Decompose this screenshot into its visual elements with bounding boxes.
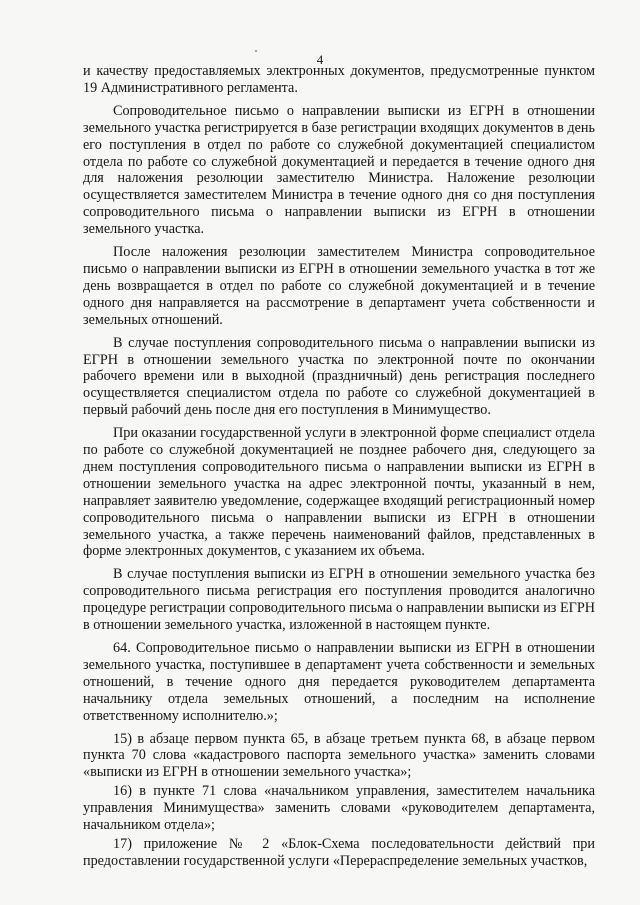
paragraph: В случае поступления выписки из ЕГРН в отношении земельного участка без сопроводительного письма регистрация его поступления проводится аналогично процедуре регистрации сопроводительного письма о направлении выписки из ЕГРН в отношении земельного участка, изложенной в настоящем пункте. (83, 566, 595, 634)
paragraph-item-64: 64. Сопроводительное письмо о направлении выписки из ЕГРН в отношении земельного участка, поступившее в департамент учета собственности и земельных отношений, в течение одного дня передается руководителем департамента начальнику отдела земельных отношений, а последним на исполнение ответственному исполнителю.»; (83, 640, 595, 724)
document-body (83, 63, 595, 872)
paragraph: В случае поступления сопроводительного письма о направлении выписки из ЕГРН в отношении земельного участка по электронной почте по окончании рабочего времени или в выходной (праздничный) день регистрация последнего осуществляется специалистом отдела по работе со служебной документацией в первый рабочий день после дня его поступления в Минимущество. (83, 334, 595, 419)
paragraph-item-17: 17) приложение № 2 «Блок-Схема последовательности действий при предоставлении государственной услуги «Перераспределение земельных участков, (83, 835, 595, 869)
paragraph-item-15: 15) в абзаце первом пункта 65, в абзаце третьем пункта 68, в абзаце первом пункта 70 слова «кадастрового паспорта земельного участка» заменить словами «выписки из ЕГРН в отношении земельного участка»; (83, 730, 595, 781)
paragraph-item-16: 16) в пункте 71 слова «начальником управления, заместителем начальника управления Минимущества» заменить словами «руководителем департамента, начальником отдела»; (83, 783, 595, 834)
paragraph: и качеству предоставляемых электронных документов, предусмотренные пунктом 19 Административного регламента. (83, 63, 595, 96)
paragraph: Сопроводительное письмо о направлении выписки из ЕГРН в отношении земельного участка регистрируется в базе регистрации входящих документов в день его поступления в отдел по работе со служебной документацией специалистом отдела по работе со служебной документацией и передается в течение одного дня для наложения резолюции заместителю Министра. Наложение резолюции осуществляется заместителем Министра в течение одного дня со дня поступления сопроводительного письма о направлении выписки из ЕГРН в отношении земельного участка. (83, 102, 595, 238)
page-number: 4 (316, 52, 324, 67)
paragraph: После наложения резолюции заместителем Министра сопроводительное письмо о направлении выписки из ЕГРН в отношении земельного участка в тот же день возвращается в отдел по работе со служебной документацией и в течение одного дня направляется на рассмотрение в департамент учета собственности и земельных отношений. (83, 244, 595, 328)
paragraph: При оказании государственной услуги в электронной форме специалист отдела по работе со служебной документацией не позднее рабочего дня, следующего за днем поступления сопроводительного письма о направлении выписки из ЕГРН в отношении земельного участка на адрес электронной почты, указанный в нем, направляет заявителю уведомление, содержащее входящий регистрационный номер сопроводительного письма о направлении выписки из ЕГРН в отношении земельного участка, а также перечень наименований файлов, представленных в форме электронных документов, с указанием их объема. (83, 425, 595, 560)
